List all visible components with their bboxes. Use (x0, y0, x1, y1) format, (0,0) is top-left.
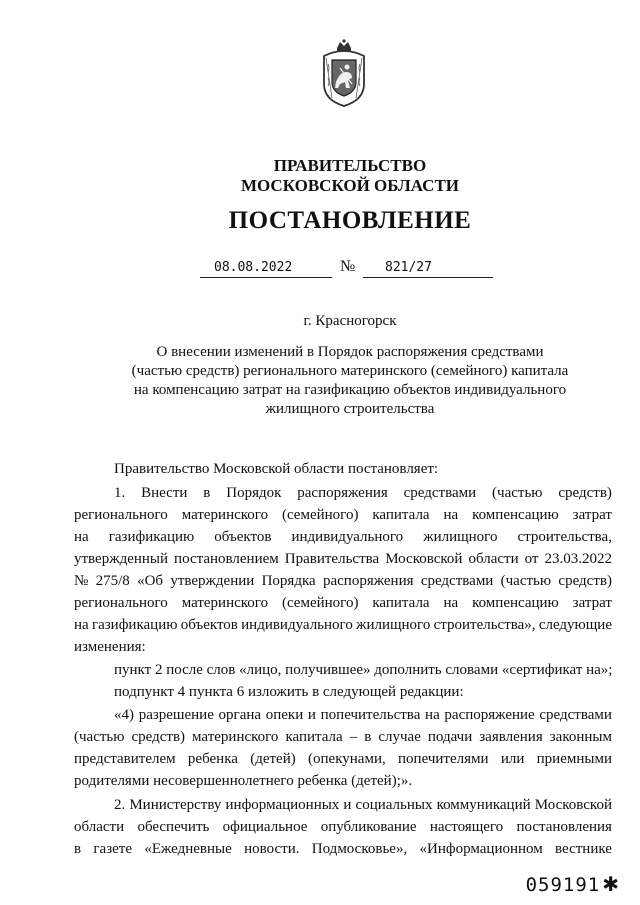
asterisk-icon: ✱ (602, 872, 620, 896)
word: компенсацию (472, 595, 559, 611)
word: утвержденный (74, 551, 169, 567)
word: социальных (355, 797, 433, 813)
word: в (203, 485, 211, 501)
word: капитала (372, 595, 430, 611)
word: подачи (427, 729, 473, 745)
word: индивидуального (291, 529, 404, 545)
word: жилищного (356, 617, 431, 633)
paragraph-line (74, 571, 612, 591)
paragraph-line (74, 593, 612, 613)
word: Внести (141, 485, 188, 501)
word: жилищного (423, 529, 498, 545)
word: объектов (214, 529, 272, 545)
word: настоящего (429, 819, 504, 835)
word: «Информационном (419, 841, 543, 857)
word: Подмосковье», (311, 841, 408, 857)
word: материнского (192, 729, 279, 745)
word: затрат (572, 507, 612, 523)
word: (семейного) (281, 595, 359, 611)
intro-line: Правительство Московской области постановляет: (114, 461, 439, 477)
word: средств) (131, 729, 186, 745)
word: обеспечить (137, 819, 210, 835)
paragraph-line: изменения: (74, 639, 146, 655)
quote-line (114, 705, 612, 725)
word: «Ежедневные (144, 841, 232, 857)
word: распоряжения (322, 573, 414, 589)
word: (опекунами, (308, 751, 386, 767)
serial-number (526, 872, 620, 896)
word: и (343, 797, 352, 813)
word: 275/8 (95, 573, 130, 589)
word: строительства», (433, 617, 536, 633)
word: объектов (180, 617, 238, 633)
word: вестнике (555, 841, 612, 857)
quote-line (74, 727, 612, 747)
word: Порядка (261, 573, 316, 589)
word: строительства, (517, 529, 612, 545)
word: постановления (516, 819, 612, 835)
number-sign: № (340, 258, 356, 275)
word: распоряжения (297, 485, 388, 501)
word: «4) (114, 707, 134, 723)
word: опеки (265, 707, 304, 723)
document-body (74, 0, 612, 905)
paragraph-line (74, 839, 612, 859)
word: опубликование (320, 819, 417, 835)
word: материнского (181, 595, 269, 611)
word: (частью (74, 729, 125, 745)
word: постановлением (174, 551, 279, 567)
word: на (74, 617, 89, 633)
word: индивидуального (241, 617, 353, 633)
word: на (425, 707, 440, 723)
government-name-line2: МОСКОВСКОЙ ОБЛАСТИ (240, 176, 460, 195)
word: случае (378, 729, 421, 745)
word: Министерству (129, 797, 222, 813)
government-name-line1: ПРАВИТЕЛЬСТВО (273, 156, 427, 175)
word: Правительства (284, 551, 380, 567)
word: или (500, 751, 525, 767)
word: Порядок (226, 485, 282, 501)
paragraph-line (74, 549, 612, 569)
word: законным (549, 729, 612, 745)
word: газификацию (91, 617, 178, 633)
word: регионального (74, 595, 168, 611)
word: (семейного) (281, 507, 359, 523)
word: попечителями (398, 751, 489, 767)
word: материнского (181, 507, 269, 523)
title-line: О внесении изменений в Порядок распоряжения средствами (156, 344, 544, 360)
word: регионального (74, 507, 168, 523)
document-date: 08.08.2022 (214, 260, 293, 275)
amendment-item: пункт 2 после слов «лицо, получившее» дополнить словами «сертификат на»; (114, 662, 613, 678)
word: и (307, 707, 316, 723)
word: от (524, 551, 539, 567)
word: (частью (500, 573, 552, 589)
word: средств) (558, 485, 612, 501)
word: (частью (492, 485, 543, 501)
word: коммуникаций (436, 797, 531, 813)
word: средствами (539, 707, 612, 723)
paragraph-line (114, 483, 612, 503)
word: представителем (74, 751, 176, 767)
quote-line: родителями несовершеннолетнего ребенка (детей);». (74, 773, 413, 789)
title-line: (частью средств) регионального материнского (семейного) капитала (131, 363, 569, 379)
word: газификацию (108, 529, 195, 545)
word: утверждении (170, 573, 255, 589)
word: распоряжение (444, 707, 535, 723)
word: заявления (479, 729, 543, 745)
quote-line (74, 749, 612, 769)
amendment-item: подпункт 4 пункта 6 изложить в следующей редакции: (114, 684, 464, 700)
word: газете (93, 841, 133, 857)
word: Московской (534, 797, 612, 813)
city-name: г. Красногорск (303, 313, 397, 329)
paragraph-line (114, 795, 612, 815)
word: области (468, 551, 519, 567)
word: 1. (114, 485, 126, 501)
word: капитала (285, 729, 343, 745)
word: капитала (372, 507, 430, 523)
paragraph-line (74, 615, 612, 635)
word: 23.03.2022 (544, 551, 612, 567)
word: разрешение (138, 707, 214, 723)
word: (детей) (250, 751, 296, 767)
word: – (349, 729, 358, 745)
word: затрат (572, 595, 612, 611)
word: информационных (225, 797, 340, 813)
word: 2. (114, 797, 126, 813)
word: средствами (420, 573, 494, 589)
title-line: на компенсацию затрат на газификацию объектов индивидуального (133, 382, 567, 398)
word: Московской (385, 551, 463, 567)
word: органа (218, 707, 262, 723)
word: средств) (558, 573, 612, 589)
word: области (74, 819, 125, 835)
word: официальное (222, 819, 308, 835)
serial-value: 059191 (525, 874, 601, 896)
document-number: 821/27 (385, 260, 432, 275)
word: на (443, 507, 459, 523)
document-type-heading: ПОСТАНОВЛЕНИЕ (228, 207, 472, 234)
word: на (74, 529, 89, 545)
word: приемными (536, 751, 612, 767)
word: на (443, 595, 459, 611)
word: «Об (137, 573, 164, 589)
paragraph-line (74, 527, 612, 547)
word: следующие (538, 617, 612, 633)
title-line: жилищного строительства (265, 401, 435, 417)
word: новости. (244, 841, 300, 857)
word: в (74, 841, 82, 857)
word: попечительства (320, 707, 421, 723)
paragraph-line (74, 817, 612, 837)
word: компенсацию (472, 507, 559, 523)
word: средствами (403, 485, 477, 501)
word: № (74, 573, 89, 589)
word: в (364, 729, 372, 745)
paragraph-line (74, 505, 612, 525)
word: ребенка (187, 751, 238, 767)
